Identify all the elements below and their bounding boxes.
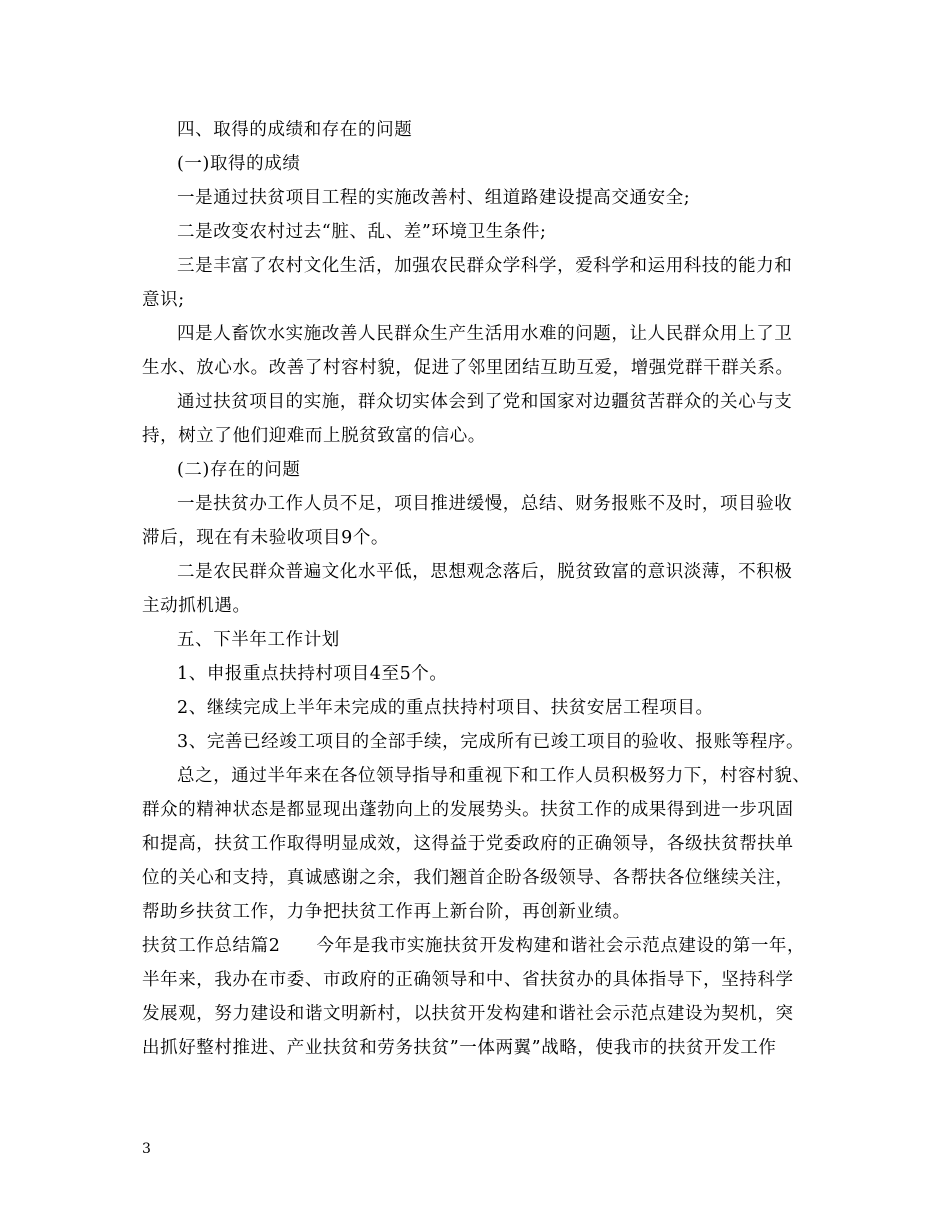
paragraph-line: 生水、放心水。改善了村容村貌，促进了邻里团结互助互爱，增强党群干群关系。 [142,358,794,378]
subheading-achievements: (一)取得的成绩 [177,154,301,174]
paragraph-line: 帮助乡扶贫工作，力争把扶贫工作再上新台阶，再创新业绩。 [142,902,631,922]
paragraph-line: 发展观，努力建设和谐文明新村，以扶贫开发构建和谐社会示范点建设为契机，突 [142,1004,794,1024]
paragraph-line: 二是农民群众普遍文化水平低，思想观念落后，脱贫致富的意识淡薄，不积极 [177,562,793,582]
section-heading-work-plan: 五、下半年工作计划 [177,630,340,650]
paragraph-line: 一是扶贫办工作人员不足，项目推进缓慢，总结、财务报账不及时，项目验收 [177,494,793,514]
section-heading-achievements-problems: 四、取得的成绩和存在的问题 [177,120,413,140]
paragraph-line: 主动抓机遇。 [142,596,251,616]
paragraph-line: 位的关心和支持，真诚感谢之余，我们翘首企盼各级领导、各帮扶各位继续关注， [142,868,794,888]
paragraph-line: 滞后，现在有未验收项目9个。 [142,528,390,548]
article-title: 扶贫工作总结篇2 [142,936,281,956]
subheading-problems: (二)存在的问题 [177,460,301,480]
article-opening-text: 今年是我市实施扶贫开发构建和谐社会示范点建设的第一年， [316,936,806,956]
paragraph-line: 三是丰富了农村文化生活，加强农民群众学科学，爱科学和运用科技的能力和 [177,256,793,276]
paragraph-line: 总之，通过半年来在各位领导指导和重视下和工作人员积极努力下，村容村貌、 [177,766,811,786]
paragraph-line: 意识; [142,290,185,310]
paragraph-line: 四是人畜饮水实施改善人民群众生产生活用水难的问题，让人民群众用上了卫 [177,324,793,344]
page-number: 3 [142,1141,151,1157]
plan-item: 3、完善已经竣工项目的全部手续，完成所有已竣工项目的验收、报账等程序。 [177,732,805,752]
plan-item: 2、继续完成上半年未完成的重点扶持村项目、扶贫安居工程项目。 [177,698,714,718]
paragraph-line: 和提高，扶贫工作取得明显成效，这得益于党委政府的正确领导，各级扶贫帮扶单 [142,834,794,854]
paragraph-line: 二是改变农村过去“脏、乱、差”环境卫生条件; [177,222,547,242]
paragraph-line: 一是通过扶贫项目工程的实施改善村、组道路建设提高交通安全; [177,188,691,208]
article-heading-line [142,934,805,958]
plan-item: 1、申报重点扶持村项目4至5个。 [177,664,448,684]
paragraph-line: 出抓好整村推进、产业扶贫和劳务扶贫”一体两翼”战略，使我市的扶贫开发工作 [142,1038,777,1058]
paragraph-line: 群众的精神状态是都显现出蓬勃向上的发展势头。扶贫工作的成果得到进一步巩固 [142,800,794,820]
paragraph-line: 通过扶贫项目的实施，群众切实体会到了党和国家对边疆贫苦群众的关心与支 [177,392,793,412]
paragraph-line: 半年来，我办在市委、市政府的正确领导和中、省扶贫办的具体指导下，坚持科学 [142,970,794,990]
paragraph-line: 持，树立了他们迎难而上脱贫致富的信心。 [142,426,486,446]
